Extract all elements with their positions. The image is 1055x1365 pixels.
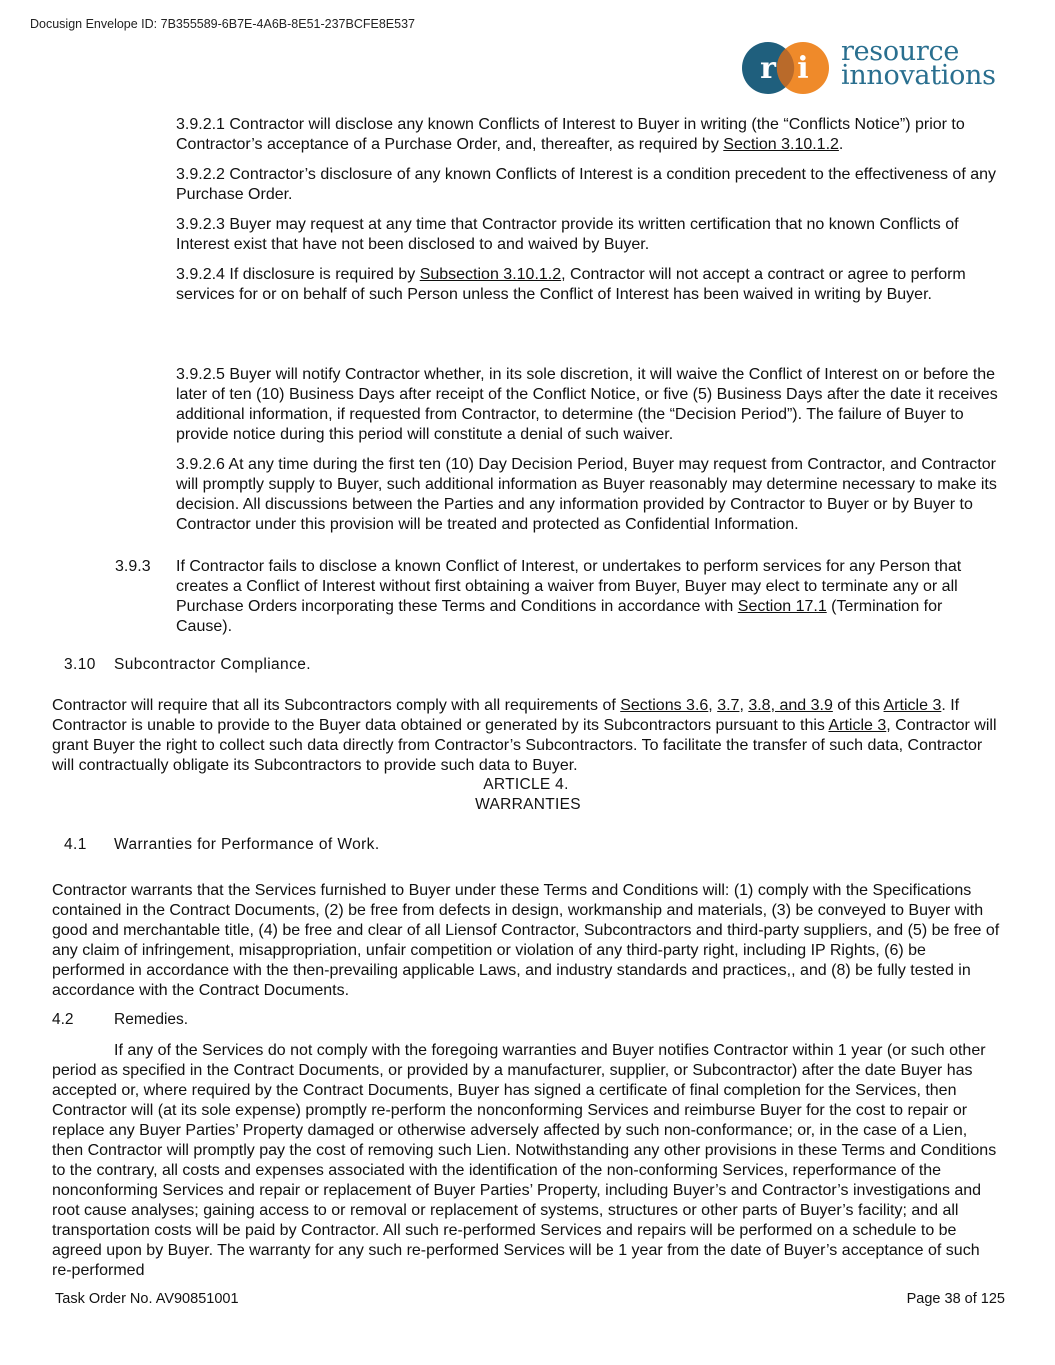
link-article-3-first[interactable]: Article 3 <box>883 697 942 714</box>
link-sections-3-6[interactable]: Sections 3.6 <box>620 697 709 714</box>
link-section-17-1[interactable]: Section 17.1 <box>737 598 827 615</box>
clause-3-9-2-4: 3.9.2.4 If disclosure is required by Subsection 3.10.1.2, Contractor will not accept a contract or agree to perform services for or on behalf of such Person unless the Conflict of Interest has been waived in writing by Buyer. <box>176 266 966 303</box>
ri-logo-icon <box>741 40 837 96</box>
link-3-7[interactable]: 3.7 <box>717 697 740 714</box>
footer-task-order: Task Order No. AV90851001 <box>55 1291 239 1307</box>
clause-3-9-2-1: 3.9.2.1 Contractor will disclose any known Conflicts of Interest to Buyer in writing (the “Conflicts Notice”) prior to Contractor’s acceptance of a Purchase Order, and, thereafter, as required by Section 3.10.1.2. <box>176 116 965 153</box>
section-4-1-body: Contractor warrants that the Services furnished to Buyer under these Terms and Conditions will: (1) comply with the Specifications contained in the Contract Documents, (2) be free from defects in design, workmanship and materials, (3) be conveyed to Buyer with good and merchantable title, (4) be free and clear of all Liensof Contractor, Subcontractors and third-party suppliers, and (5) be free of any claim of infringement, misappropriation, unfair competition or violation of any third-party right, including IP Rights, (6) be performed in accordance with the then-prevailing applicable Laws, and industry standards and practices,, and (8) be fully tested in accordance with the Contract Documents. <box>52 882 1000 999</box>
clause-3-9-3: If Contractor fails to disclose a known Conflict of Interest, or undertakes to perform services for any Person that creates a Conflict of Interest without first obtaining a waiver from Buyer, Buyer may elect to terminate any or all Purchase Orders incorporating these Terms and Conditions in accordance with Section 17.1 (Termination for Cause). <box>176 558 962 635</box>
logo-line-resource: resource <box>841 36 959 67</box>
clause-3-9-3-number: 3.9.3 <box>115 558 151 575</box>
link-article-3-second[interactable]: Article 3 <box>828 717 887 734</box>
resource-innovations-logo <box>741 36 1011 96</box>
svg-text:i: i <box>797 51 809 86</box>
clause-3-9-2-2: 3.9.2.2 Contractor’s disclosure of any known Conflicts of Interest is a condition precedent to the effectiveness of any Purchase Order. <box>176 166 997 203</box>
article-4-title: WARRANTIES <box>475 796 581 813</box>
footer-page-number: Page 38 of 125 <box>906 1291 1005 1307</box>
link-subsection-3-10-1-2[interactable]: Subsection 3.10.1.2 <box>419 266 562 283</box>
heading-3-10-title: Subcontractor Compliance. <box>114 656 311 673</box>
clause-3-9-2-3: 3.9.2.3 Buyer may request at any time that Contractor provide its written certification that no known Conflicts of Interest exist that have not been disclosed to and waived by Buyer. <box>176 216 959 253</box>
docusign-envelope-id: Docusign Envelope ID: 7B355589-6B7E-4A6B-8E51-237BCFE8E537 <box>30 17 415 31</box>
heading-4-2-number: 4.2 <box>52 1011 74 1028</box>
article-4-number: ARTICLE 4. <box>483 776 569 793</box>
svg-text:r: r <box>760 51 776 86</box>
heading-4-1-title: Warranties for Performance of Work. <box>114 836 380 853</box>
logo-line-innovations: innovations <box>841 60 996 91</box>
heading-4-1-number: 4.1 <box>64 836 87 853</box>
section-4-2-body: If any of the Services do not comply with the foregoing warranties and Buyer notifies Contractor within 1 year (or such other period as specified in the Contract Documents, or provided by a manufacturer, supplier, or Subcontractor) after the date Buyer has accepted or, where required by the Contract Documents, Buyer has signed a certificate of final completion for the Services, then Contractor will (at its sole expense) promptly re-perform the nonconforming Services and reimburse Buyer for the cost to repair or replace any Buyer Parties’ Property damaged or otherwise adversely affected by such non-conformance; or, in the case of a Lien, then Contractor will promptly pay the cost of removing such Lien. Notwithstanding any other provisions in these Terms and Conditions to the contrary, all costs and expenses associated with the identification of the non-conforming Services, reperformance of the nonconforming Services and repair or replacement of Buyer Parties’ Property, including Buyer’s and Contractor’s investigations and root cause analyses; gaining access to or removal or replacement of systems, structures or other parts of Buyer’s facility; and all transportation costs will be paid by Contractor. All such re-performed Services and repairs will be performed on a schedule to be agreed upon by Buyer. The warranty for any such re-performed Services will be 1 year from the date of Buyer’s acceptance of such re-performed <box>52 1042 997 1279</box>
heading-4-2-title: Remedies. <box>114 1011 189 1028</box>
section-3-10-body: Contractor will require that all its Subcontractors comply with all requirements of Sections 3.6, 3.7, 3.8, and 3.9 of this Article 3. If Contractor is unable to provide to the Buyer data obtained or generated by its Subcontractors pursuant to this Article 3, Contractor will grant Buyer the right to collect such data directly from Contractor’s Subcontractors. To facilitate the transfer of such data, Contractor will contractually obligate its Subcontractors to provide such data to Buyer. <box>52 697 997 774</box>
heading-3-10-number: 3.10 <box>64 656 96 673</box>
link-3-8-and-3-9[interactable]: 3.8, and 3.9 <box>748 697 833 714</box>
clause-3-9-2-5: 3.9.2.5 Buyer will notify Contractor whether, in its sole discretion, it will waive the Conflict of Interest on or before the later of ten (10) Business Days after receipt of the Conflict Notice, or five (5) Business Days after the date it receives additional information, if requested from Contractor, to determine (the “Decision Period”). The failure of Buyer to provide notice during this period will constitute a denial of such waiver. <box>176 366 998 443</box>
logo-wordmark <box>841 36 996 91</box>
clause-3-9-2-6: 3.9.2.6 At any time during the first ten (10) Day Decision Period, Buyer may request from Contractor, and Contractor will promptly supply to Buyer, such additional information as Buyer reasonably may determine necessary to make its decision. All discussions between the Parties and any information provided by Contractor to Buyer or by Buyer to Contractor under this provision will be treated and protected as Confidential Information. <box>176 456 997 533</box>
link-section-3-10-1-2[interactable]: Section 3.10.1.2 <box>723 136 839 153</box>
